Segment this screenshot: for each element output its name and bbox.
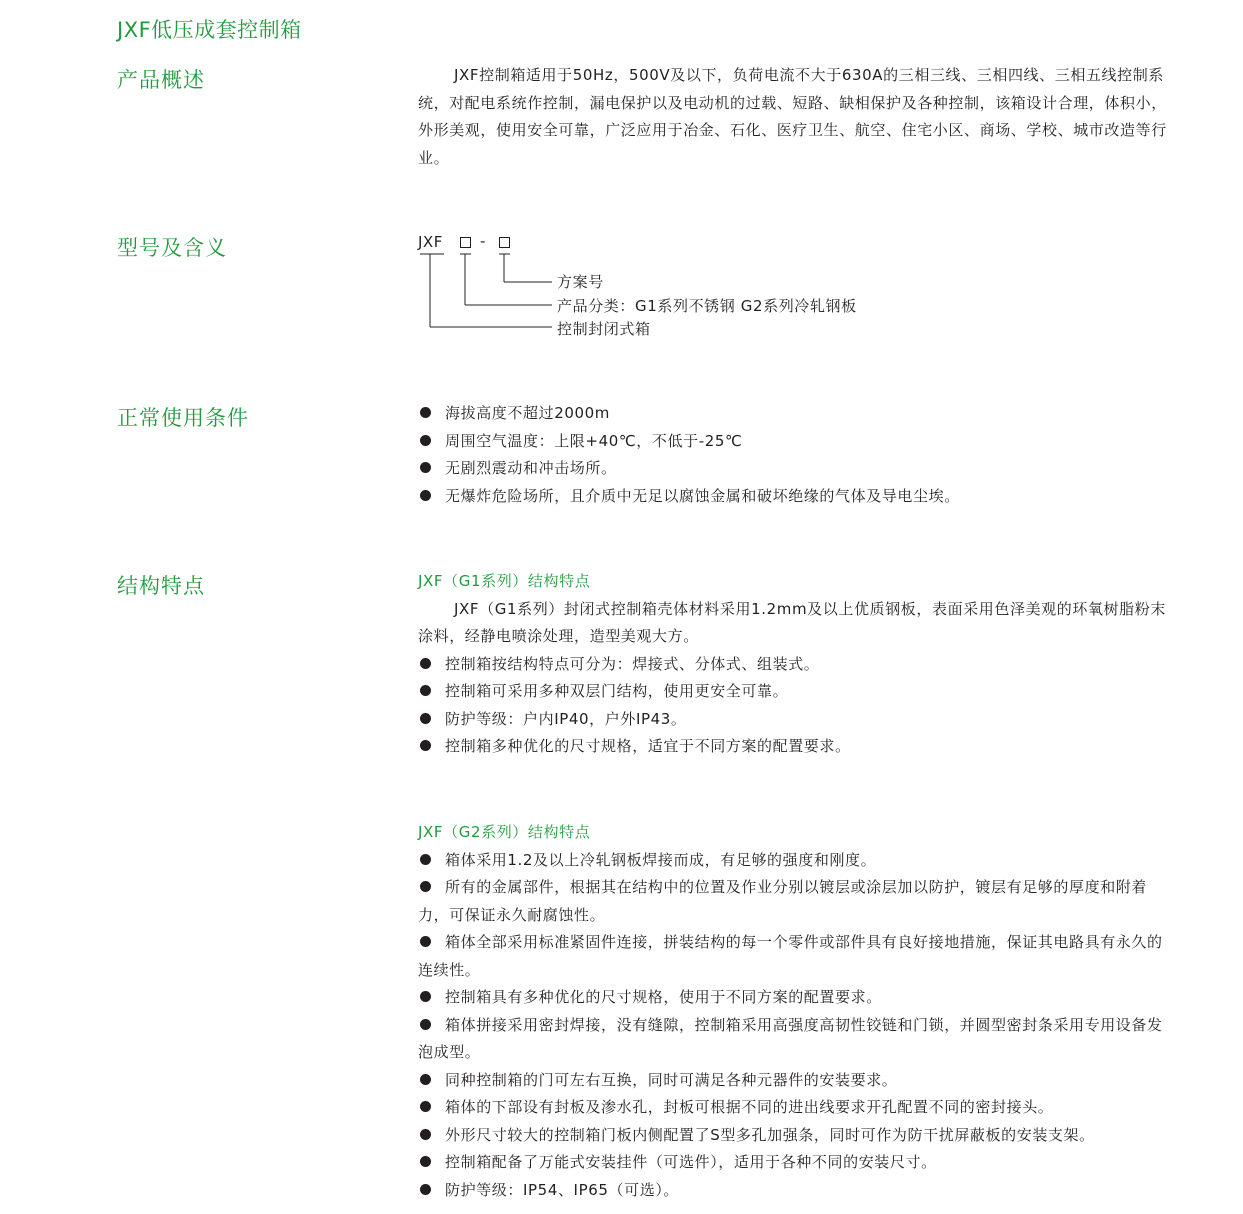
g1-intro: JXF（G1系列）封闭式控制箱壳体材料采用1.2mm及以上优质钢板，表面采用色泽美观的环氧树脂粉末涂料，经静电喷涂处理，造型美观大方。 <box>418 599 1166 645</box>
list-item: 外形尺寸较大的控制箱门板内侧配置了S型多孔加强条，同时可作为防干扰屏蔽板的安装支架。 <box>418 1122 1173 1150</box>
list-item: 无爆炸危险场所，且介质中无足以腐蚀金属和破坏绝缘的气体及导电尘埃。 <box>418 483 1173 511</box>
conditions-section <box>418 400 1173 510</box>
list-item: 控制箱具有多种优化的尺寸规格，使用于不同方案的配置要求。 <box>418 984 1173 1012</box>
list-item: 箱体拼接采用密封焊接，没有缝隙，控制箱采用高强度高韧性铰链和门锁，并圆型密封条采用专用设备发泡成型。 <box>418 1015 1163 1061</box>
bullet-icon <box>420 1129 431 1140</box>
bullet-icon <box>420 462 431 473</box>
bullet-icon <box>420 854 431 865</box>
bullet-icon <box>420 685 431 696</box>
model-diagram <box>418 230 1018 350</box>
list-item: 控制箱多种优化的尺寸规格，适宜于不同方案的配置要求。 <box>418 733 1173 761</box>
bullet-icon <box>420 1019 431 1030</box>
bullet-icon <box>420 1184 431 1195</box>
g1-list <box>418 651 1173 761</box>
bullet-icon <box>420 1074 431 1085</box>
model-dash: - <box>480 232 486 250</box>
structure-g1-section <box>418 568 1173 761</box>
list-item: 所有的金属部件，根据其在结构中的位置及作业分别以镀层或涂层加以防护，镀层有足够的厚度和附着力，可保证永久耐腐蚀性。 <box>418 878 1148 924</box>
list-item: 同种控制箱的门可左右互换，同时可满足各种元器件的安装要求。 <box>418 1067 1173 1095</box>
model-code: JXF <box>418 233 443 251</box>
structure-g2-section <box>418 819 1173 1204</box>
overview-text: JXF控制箱适用于50Hz，500V及以下，负荷电流不大于630A的三相三线、三相四线、三相五线控制系统，对配电系统作控制，漏电保护以及电动机的过载、短路、缺相保护及各种控制，该箱设计合理，体积小，外形美观，使用安全可靠，广泛应用于冶金、石化、医疗卫生、航空、住宅小区、商场、学校、城市改造等行业。 <box>418 66 1167 167</box>
bullet-icon <box>420 713 431 724</box>
list-item: 箱体的下部设有封板及渗水孔，封板可根据不同的进出线要求开孔配置不同的密封接头。 <box>418 1094 1173 1122</box>
list-item: 控制箱可采用多种双层门结构，使用更安全可靠。 <box>418 678 1173 706</box>
bullet-icon <box>420 740 431 751</box>
list-item: 防护等级：IP54、IP65（可选）。 <box>418 1177 1173 1205</box>
overview-heading: 产品概述 <box>117 68 205 92</box>
bullet-icon <box>420 658 431 669</box>
conditions-heading: 正常使用条件 <box>117 406 249 430</box>
bullet-icon <box>420 1101 431 1112</box>
structure-heading: 结构特点 <box>117 574 205 598</box>
model-heading: 型号及含义 <box>117 236 227 260</box>
page-title: JXF低压成套控制箱 <box>117 18 302 42</box>
model-connector-lines <box>418 230 558 340</box>
bullet-icon <box>420 435 431 446</box>
bullet-icon <box>420 991 431 1002</box>
g1-subtitle: JXF（G1系列）结构特点 <box>418 572 591 590</box>
bullet-icon <box>420 881 431 892</box>
list-item: 控制箱配备了万能式安装挂件（可选件），适用于各种不同的安装尺寸。 <box>418 1149 1173 1177</box>
g2-subtitle: JXF（G2系列）结构特点 <box>418 823 591 841</box>
model-label-box: 控制封闭式箱 <box>557 320 651 338</box>
bullet-icon <box>420 490 431 501</box>
list-item: 箱体采用1.2及以上冷轧钢板焊接而成，有足够的强度和刚度。 <box>418 847 1173 875</box>
bullet-icon <box>420 936 431 947</box>
model-label-category: 产品分类：G1系列不锈钢 G2系列冷轧钢板 <box>557 297 857 315</box>
list-item: 周围空气温度：上限+40℃，不低于-25℃ <box>418 428 1173 456</box>
list-item: 无剧烈震动和冲击场所。 <box>418 455 1173 483</box>
list-item: 箱体全部采用标准紧固件连接，拼装结构的每一个零件或部件具有良好接地措施，保证其电路具有永久的连续性。 <box>418 933 1163 979</box>
bullet-icon <box>420 407 431 418</box>
g2-list <box>418 847 1173 1205</box>
list-item: 海拔高度不超过2000m <box>418 400 1173 428</box>
list-item: 防护等级：户内IP40，户外IP43。 <box>418 706 1173 734</box>
overview-section <box>418 62 1173 172</box>
list-item: 控制箱按结构特点可分为：焊接式、分体式、组装式。 <box>418 651 1173 679</box>
conditions-list <box>418 400 1173 510</box>
bullet-icon <box>420 1156 431 1167</box>
model-label-scheme: 方案号 <box>557 273 604 291</box>
